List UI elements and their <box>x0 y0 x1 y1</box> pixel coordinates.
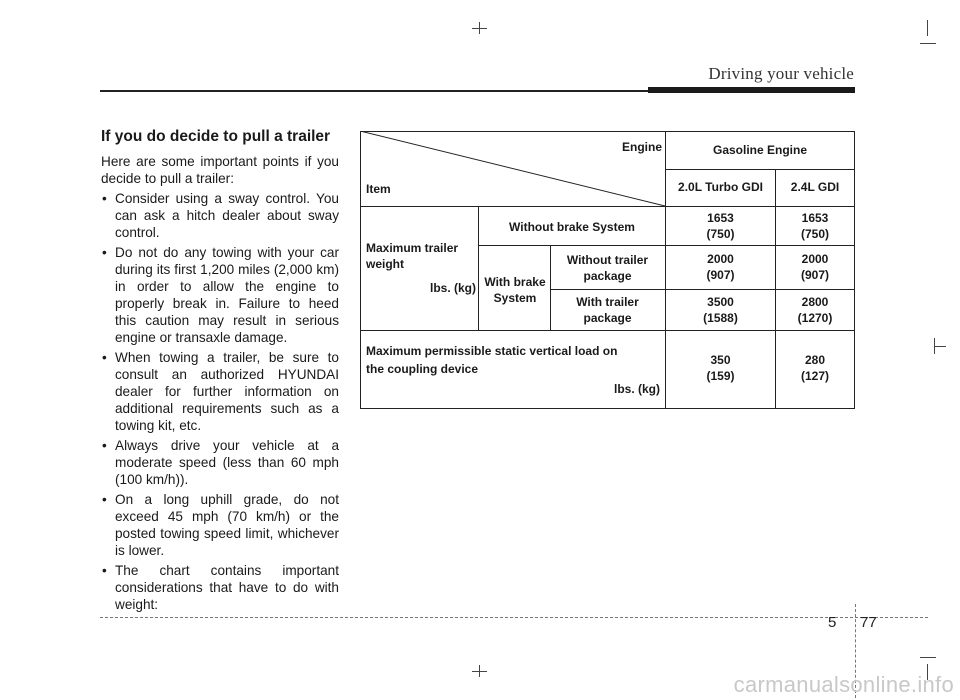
value: 1653 <box>801 211 829 225</box>
value: (1270) <box>797 311 833 325</box>
without-brake-label: Without brake System <box>509 220 635 234</box>
value-cell <box>666 251 775 283</box>
value: (750) <box>800 227 829 241</box>
crop-mark <box>934 346 946 347</box>
table-rule <box>478 245 855 246</box>
bullet-item: • Consider using a sway control. You can ask a hitch dealer about sway control. <box>101 190 339 241</box>
value: (159) <box>706 369 735 383</box>
bullet-item: • Always drive your vehicle at a moderate speed (less than 60 mph (100 km/h)). <box>101 437 339 488</box>
value-cell <box>776 294 854 326</box>
value: 2000 <box>707 252 734 266</box>
units-label: lbs. (kg) <box>429 281 476 295</box>
value: (907) <box>706 268 735 282</box>
bullet-item: • On a long uphill grade, do not exceed 45 mph (70 km/h) or the posted towing speed limit, whichever is lower. <box>101 491 339 559</box>
value-cell <box>776 210 854 242</box>
table-rule <box>360 330 855 331</box>
max-vertical-load-label: Maximum permissible static vertical load on the coupling device <box>366 344 618 376</box>
value-cell <box>666 294 775 326</box>
gasoline-engine-header: Gasoline Engine <box>712 143 808 157</box>
value-cell <box>776 352 854 384</box>
bullet-list <box>101 190 339 613</box>
page-heading: If you do decide to pull a trailer <box>101 128 331 145</box>
corner-engine-label: Engine <box>621 140 662 154</box>
value-cell <box>666 210 775 242</box>
value: (1588) <box>703 311 738 325</box>
col-header-2-0l: 2.0L Turbo GDI <box>678 180 763 194</box>
with-trailer-package-label: With trailer package <box>576 295 639 325</box>
bullet-item: • Do not do any towing with your car during its first 1,200 miles (2,000 km) in order to allow the engine to properly break in. Failure to heed this caution may result in serious engine or transaxle damage. <box>101 244 339 346</box>
table-border <box>360 408 855 409</box>
crop-mark <box>920 43 936 44</box>
table-rule <box>550 289 855 290</box>
trailer-weight-table <box>360 131 855 409</box>
table-rule <box>550 245 551 330</box>
value: (907) <box>800 268 829 282</box>
value: 1653 <box>707 211 734 225</box>
bullet-item: • The chart contains important considerations that have to do with weight: <box>101 562 339 613</box>
table-border <box>854 131 855 409</box>
with-brake-label: With brake System <box>484 275 546 305</box>
crop-mark <box>927 20 928 36</box>
value-cell <box>666 352 775 384</box>
page-number: 77 <box>860 614 877 631</box>
max-trailer-weight-label: Maximum trailer weight <box>366 241 459 271</box>
value: 350 <box>710 353 731 367</box>
col-header-2-4l: 2.4L GDI <box>790 180 840 194</box>
section-title: Driving your vehicle <box>708 64 854 83</box>
value: 3500 <box>707 295 734 309</box>
units-label: lbs. (kg) <box>613 382 660 396</box>
table-rule <box>665 169 855 170</box>
value: 280 <box>804 353 826 367</box>
intro-paragraph: Here are some important points if you decide to pull a trailer: <box>101 154 339 186</box>
footer-rule <box>100 617 928 618</box>
value: (750) <box>706 227 735 241</box>
chapter-number: 5 <box>828 614 837 631</box>
watermark: carmanualsonline.info <box>733 672 954 697</box>
value: 2800 <box>801 295 829 309</box>
header-rule <box>100 90 648 92</box>
crop-mark <box>472 28 487 29</box>
value: 2000 <box>801 252 829 266</box>
bullet-item: • When towing a trailer, be sure to consult an authorized HYUNDAI dealer for further information on additional requirements such as a towing kit, etc. <box>101 349 339 434</box>
body-text <box>101 128 339 616</box>
crop-mark <box>472 671 487 672</box>
without-trailer-package-label: Without trailer package <box>566 253 649 283</box>
header-bar <box>648 87 855 93</box>
crop-mark <box>920 657 936 658</box>
value: (127) <box>800 369 829 383</box>
corner-item-label: Item <box>366 182 391 196</box>
value-cell <box>776 251 854 283</box>
